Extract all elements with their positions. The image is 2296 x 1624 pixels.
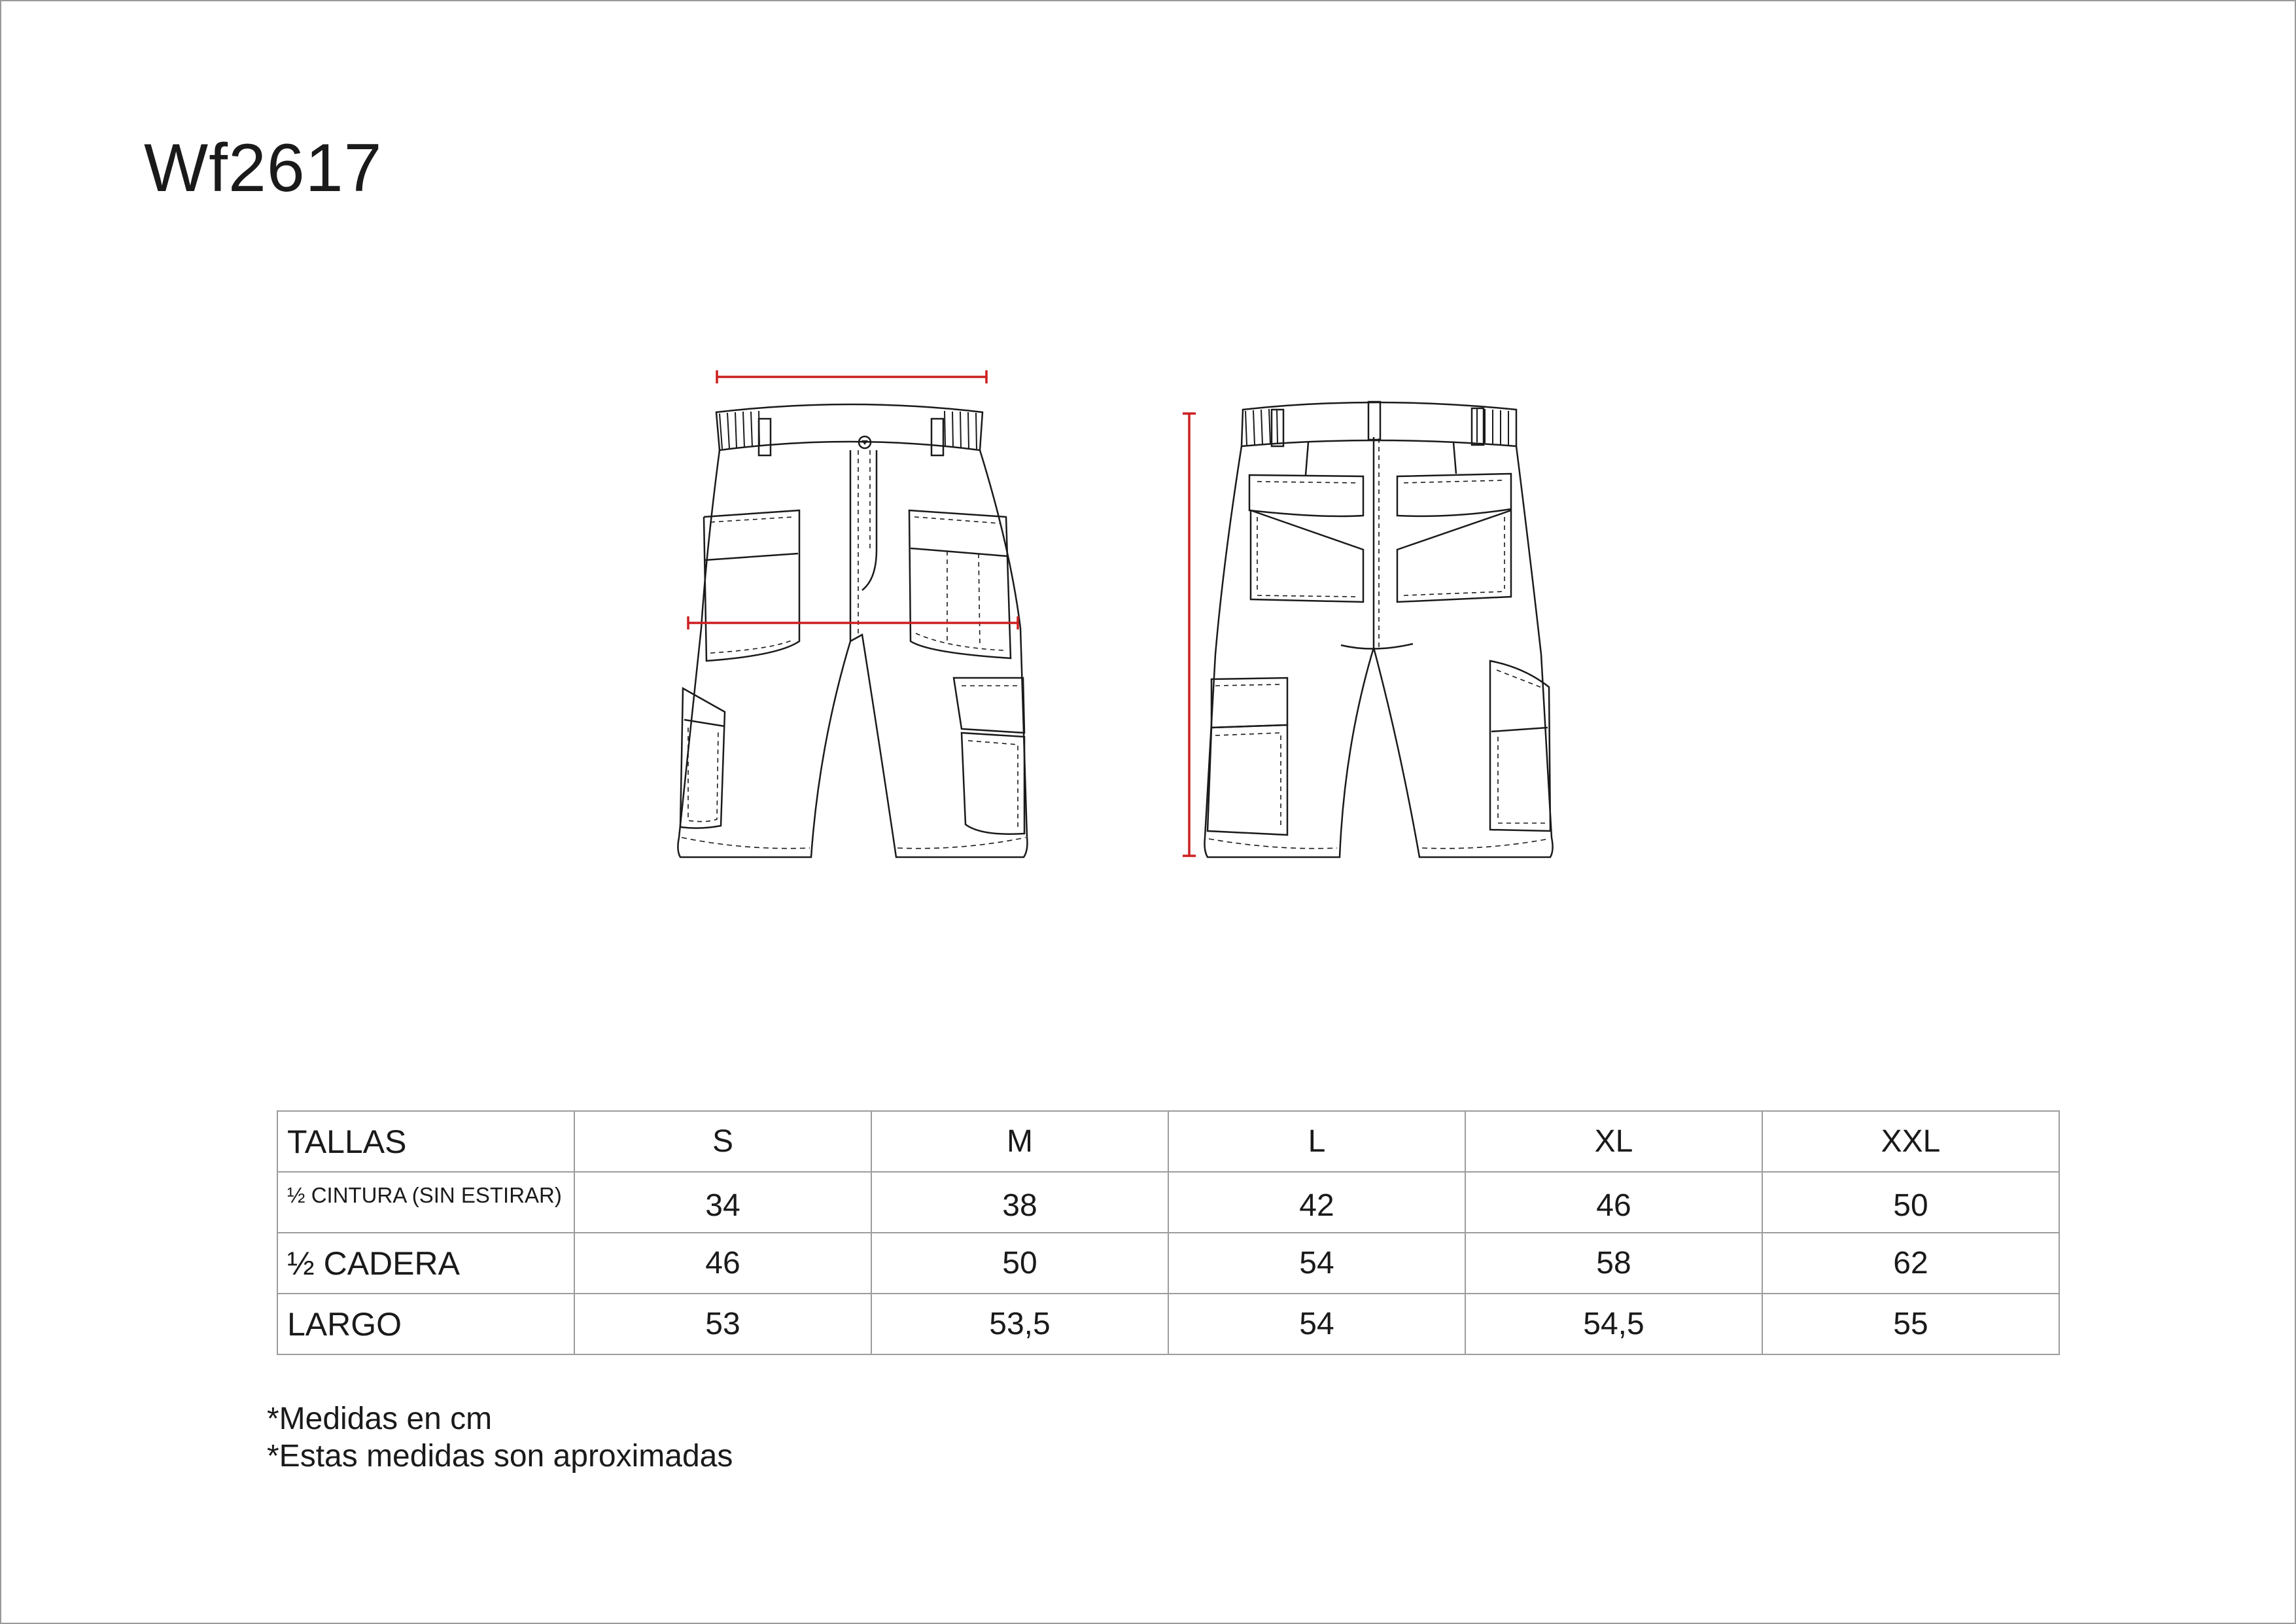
table-row <box>277 1233 2059 1294</box>
table-header-row <box>277 1111 2059 1172</box>
table-cell: 54 <box>1168 1233 1465 1294</box>
row-label-cintura: ½ CINTURA (SIN ESTIRAR) <box>277 1172 574 1233</box>
back-view-shorts <box>1183 402 1553 857</box>
table-cell: 50 <box>871 1233 1168 1294</box>
table-cell: 46 <box>1465 1172 1762 1233</box>
table-cell: 62 <box>1762 1233 2059 1294</box>
table-cell: 53 <box>574 1294 871 1354</box>
size-header-l: L <box>1168 1111 1465 1172</box>
table-cell: 42 <box>1168 1172 1465 1233</box>
size-header-s: S <box>574 1111 871 1172</box>
note-units: *Medidas en cm <box>267 1402 493 1436</box>
table-cell: 55 <box>1762 1294 2059 1354</box>
front-view-shorts <box>678 370 1027 857</box>
row-label-cadera: ½ CADERA <box>277 1233 574 1294</box>
size-header-xl: XL <box>1465 1111 1762 1172</box>
size-chart-table <box>277 1110 2060 1355</box>
product-code: Wf2617 <box>144 130 383 206</box>
note-approximate: *Estas medidas son aproximadas <box>267 1439 733 1474</box>
tallas-header: TALLAS <box>277 1111 574 1172</box>
size-header-xxl: XXL <box>1762 1111 2059 1172</box>
table-cell: 46 <box>574 1233 871 1294</box>
table-cell: 54 <box>1168 1294 1465 1354</box>
size-header-m: M <box>871 1111 1168 1172</box>
table-cell: 50 <box>1762 1172 2059 1233</box>
row-label-largo: LARGO <box>277 1294 574 1354</box>
measurement-notes <box>267 1400 733 1475</box>
table-row <box>277 1294 2059 1354</box>
table-row <box>277 1172 2059 1233</box>
table-cell: 58 <box>1465 1233 1762 1294</box>
table-cell: 54,5 <box>1465 1294 1762 1354</box>
table-cell: 34 <box>574 1172 871 1233</box>
table-cell: 38 <box>871 1172 1168 1233</box>
technical-drawing <box>654 353 1583 890</box>
table-cell: 53,5 <box>871 1294 1168 1354</box>
